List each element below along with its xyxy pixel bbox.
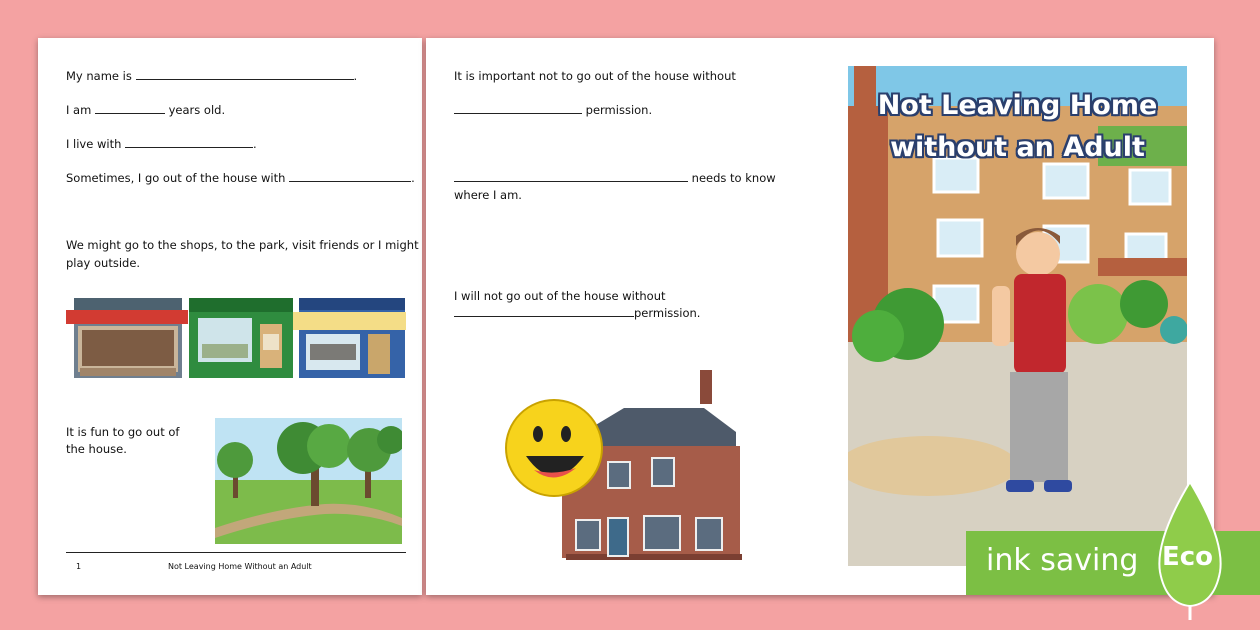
shop-red [66,298,188,378]
fun-text-1: It is fun to go out of [66,425,180,439]
live-label: I live with [66,137,122,151]
shop-green [189,298,293,378]
worksheet-page-left [38,38,422,595]
sometimes-blank[interactable] [289,170,411,182]
needs-blank[interactable] [454,170,688,182]
period: . [353,69,358,83]
shop-blue [293,298,406,378]
smiley-face-icon [506,400,602,496]
park-illustration [215,418,402,544]
period: . [411,171,415,185]
name-line [66,68,357,85]
period: . [253,137,257,151]
needs-line [454,170,776,187]
footer-title: Not Leaving Home Without an Adult [168,562,312,571]
permission-label-2: permission. [634,306,701,320]
needs-label: needs to know [691,171,776,185]
permission-blank-1[interactable] [454,102,582,114]
eco-label: Eco [1162,542,1214,572]
important-line: It is important not to go out of the house without [454,69,736,83]
fun-text-2: the house. [66,442,127,456]
ink-saving-label: ink saving [986,543,1139,578]
age-blank[interactable] [95,102,165,114]
live-line [66,136,257,153]
house-smiley-illustration [504,368,744,568]
places-text-1: We might go to the shops, to the park, visit friends or I might [66,238,419,252]
cover-title-line-2: without an Adult [890,132,1145,163]
sometimes-line [66,170,415,187]
cover-title-line-1: Not Leaving Home [877,90,1158,121]
footer-rule [66,552,406,553]
permission-line-1 [454,102,652,119]
live-blank[interactable] [125,136,253,148]
permission-label-1: permission. [585,103,653,117]
name-blank[interactable] [136,68,354,80]
name-label: My name is [66,69,132,83]
will-not-line: I will not go out of the house without [454,289,666,303]
permission-blank-2[interactable] [454,305,634,317]
footer-page-number: 1 [76,562,82,571]
shops-illustration [66,296,406,380]
places-text-2: play outside. [66,256,141,270]
age-line [66,102,225,119]
age-suffix: years old. [168,103,226,117]
permission-line-2 [454,305,700,322]
worksheet-page-right [426,38,1214,595]
where-line: where I am. [454,188,522,202]
sometimes-label: Sometimes, I go out of the house with [66,171,286,185]
age-prefix: I am [66,103,92,117]
cover-image [848,66,1187,566]
